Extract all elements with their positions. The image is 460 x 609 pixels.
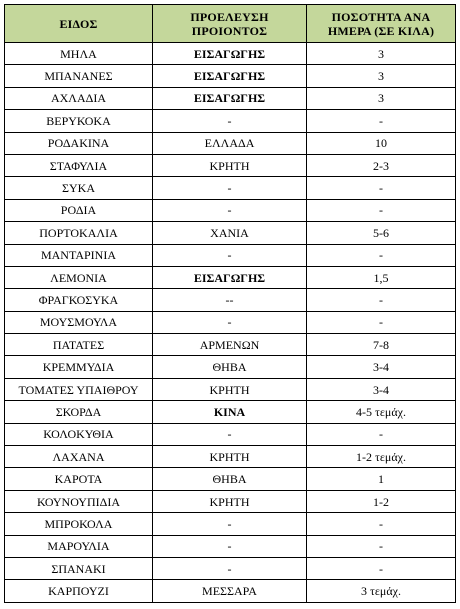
item-cell: ΦΡΑΓΚΟΣΥΚΑ (5, 289, 153, 311)
table-row (5, 177, 456, 199)
table-row (5, 289, 456, 311)
origin-cell: - (153, 177, 307, 199)
table-row (5, 110, 456, 132)
origin-cell: ΘΗΒΑ (153, 356, 307, 378)
item-cell: ΛΑΧΑΝΑ (5, 446, 153, 468)
item-cell: ΠΟΡΤΟΚΑΛΙΑ (5, 222, 153, 244)
item-cell: ΜΟΥΣΜΟΥΛΑ (5, 311, 153, 333)
produce-table (4, 4, 456, 603)
table-row (5, 356, 456, 378)
item-cell: ΚΟΥΝΟΥΠΙΔΙΑ (5, 490, 153, 512)
quantity-cell: - (307, 244, 456, 266)
header-origin: ΠΡΟΕΛΕΥΣΗ ΠΡΟΙΟΝΤΟΣ (153, 5, 307, 43)
table-row (5, 334, 456, 356)
quantity-cell: 3 (307, 65, 456, 87)
origin-cell: ΕΙΣΑΓΩΓΗΣ (153, 87, 307, 109)
item-cell: ΣΚΟΡΔΑ (5, 401, 153, 423)
item-cell: ΡΟΔΙΑ (5, 199, 153, 221)
quantity-cell: - (307, 535, 456, 557)
table-row (5, 222, 456, 244)
table-row (5, 87, 456, 109)
origin-cell: ΕΛΛΑΔΑ (153, 132, 307, 154)
table-row (5, 557, 456, 579)
quantity-cell: 10 (307, 132, 456, 154)
table-row (5, 580, 456, 602)
origin-cell: - (153, 535, 307, 557)
quantity-cell: 5-6 (307, 222, 456, 244)
table-header (5, 5, 456, 43)
table-row (5, 266, 456, 288)
quantity-cell: 1-2 τεμάχ. (307, 446, 456, 468)
item-cell: ΑΧΛΑΔΙΑ (5, 87, 153, 109)
table-row (5, 311, 456, 333)
origin-cell: - (153, 110, 307, 132)
origin-cell: ΜΕΣΣΑΡΑ (153, 580, 307, 602)
item-cell: ΚΑΡΟΤΑ (5, 468, 153, 490)
table-row (5, 244, 456, 266)
table-row (5, 43, 456, 65)
quantity-cell: 3 (307, 87, 456, 109)
quantity-cell: - (307, 289, 456, 311)
origin-cell: ΘΗΒΑ (153, 468, 307, 490)
quantity-cell: - (307, 311, 456, 333)
quantity-cell: - (307, 110, 456, 132)
item-cell: ΣΠΑΝΑΚΙ (5, 557, 153, 579)
quantity-cell: - (307, 513, 456, 535)
quantity-cell: 3-4 (307, 356, 456, 378)
origin-cell: ΚΙΝΑ (153, 401, 307, 423)
table-row (5, 423, 456, 445)
item-cell: ΚΡΕΜΜΥΔΙΑ (5, 356, 153, 378)
table-row (5, 401, 456, 423)
quantity-cell: 3 (307, 43, 456, 65)
origin-cell: - (153, 199, 307, 221)
quantity-cell: 3 τεμάχ. (307, 580, 456, 602)
quantity-cell: 2-3 (307, 154, 456, 176)
item-cell: ΜΑΡΟΥΛΙΑ (5, 535, 153, 557)
quantity-cell: - (307, 423, 456, 445)
origin-cell: ΚΡΗΤΗ (153, 490, 307, 512)
quantity-cell: 1-2 (307, 490, 456, 512)
origin-cell: ΚΡΗΤΗ (153, 378, 307, 400)
quantity-cell: 4-5 τεμάχ. (307, 401, 456, 423)
table-row (5, 132, 456, 154)
origin-cell: ΕΙΣΑΓΩΓΗΣ (153, 43, 307, 65)
table-body (5, 43, 456, 603)
origin-cell: ΑΡΜΕΝΩΝ (153, 334, 307, 356)
origin-cell: -- (153, 289, 307, 311)
item-cell: ΚΟΛΟΚΥΘΙΑ (5, 423, 153, 445)
header-item: ΕΙΔΟΣ (5, 5, 153, 43)
origin-cell: - (153, 423, 307, 445)
table-row (5, 65, 456, 87)
item-cell: ΜΑΝΤΑΡΙΝΙΑ (5, 244, 153, 266)
item-cell: ΣΤΑΦΥΛΙΑ (5, 154, 153, 176)
quantity-cell: - (307, 557, 456, 579)
origin-cell: - (153, 244, 307, 266)
quantity-cell: - (307, 199, 456, 221)
table-row (5, 468, 456, 490)
quantity-cell: 7-8 (307, 334, 456, 356)
origin-cell: ΚΡΗΤΗ (153, 154, 307, 176)
origin-cell: - (153, 513, 307, 535)
item-cell: ΜΠΑΝΑΝΕΣ (5, 65, 153, 87)
table-row (5, 378, 456, 400)
item-cell: ΜΗΛΑ (5, 43, 153, 65)
origin-cell: ΧΑΝΙΑ (153, 222, 307, 244)
table-row (5, 446, 456, 468)
origin-cell: ΕΙΣΑΓΩΓΗΣ (153, 266, 307, 288)
table-row (5, 154, 456, 176)
table-row (5, 199, 456, 221)
header-quantity: ΠΟΣΟΤΗΤΑ ΑΝΑ ΗΜΕΡΑ (ΣΕ ΚΙΛΑ) (307, 5, 456, 43)
origin-cell: - (153, 311, 307, 333)
item-cell: ΜΠΡΟΚΟΛΑ (5, 513, 153, 535)
item-cell: ΡΟΔΑΚΙΝΑ (5, 132, 153, 154)
origin-cell: ΕΙΣΑΓΩΓΗΣ (153, 65, 307, 87)
item-cell: ΠΑΤΑΤΕΣ (5, 334, 153, 356)
origin-cell: ΚΡΗΤΗ (153, 446, 307, 468)
quantity-cell: - (307, 177, 456, 199)
item-cell: ΚΑΡΠΟΥΖΙ (5, 580, 153, 602)
table-row (5, 490, 456, 512)
item-cell: ΤΟΜΑΤΕΣ ΥΠΑΙΘΡΟΥ (5, 378, 153, 400)
table-row (5, 535, 456, 557)
quantity-cell: 1 (307, 468, 456, 490)
quantity-cell: 1,5 (307, 266, 456, 288)
header-row (5, 5, 456, 43)
item-cell: ΣΥΚΑ (5, 177, 153, 199)
origin-cell: - (153, 557, 307, 579)
item-cell: ΒΕΡΥΚΟΚΑ (5, 110, 153, 132)
quantity-cell: 3-4 (307, 378, 456, 400)
item-cell: ΛΕΜΟΝΙΑ (5, 266, 153, 288)
table-row (5, 513, 456, 535)
